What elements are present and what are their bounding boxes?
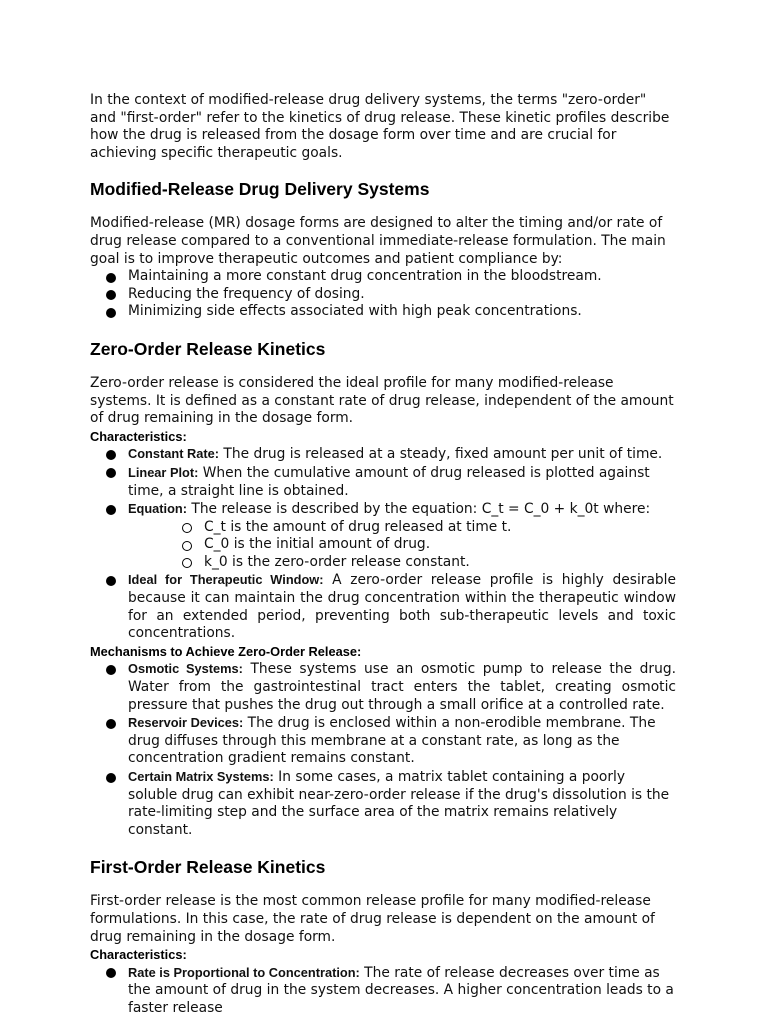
term-text: The drug is enclosed within a non-erodible membrane. The drug diffuses through this membrane at a constant rate, as long as the concentration gradient remains constant. bbox=[128, 715, 656, 767]
term-label: Linear Plot: bbox=[128, 464, 199, 480]
list-item bbox=[90, 714, 676, 768]
term-text: The release is described by the equation: C_t = C_0 + k_0t where: bbox=[187, 501, 651, 518]
zero-characteristics-list bbox=[90, 445, 676, 643]
list-item bbox=[90, 464, 676, 500]
document-page bbox=[90, 92, 676, 1018]
zero-characteristics-label: Characteristics: bbox=[90, 428, 187, 444]
term-text: In some cases, a matrix tablet containing a poorly soluble drug can exhibit near-zero-order release if the drug's dissolution is the rate-limiting step and the surface area of the matrix remains relatively constant. bbox=[128, 769, 670, 838]
term-label: Constant Rate: bbox=[128, 446, 220, 462]
term-label: Osmotic Systems: bbox=[128, 661, 243, 677]
term-label: Rate is Proportional to Concentration: bbox=[128, 964, 360, 980]
intro-paragraph: In the context of modified-release drug delivery systems, the terms "zero-order" and "first-order" refer to the kinetics of drug release. These kinetic profiles describe how the drug is released from the dosage form over time and are crucial for achieving specific therapeutic goals. bbox=[90, 92, 670, 161]
term-label: Ideal for Therapeutic Window: bbox=[128, 572, 324, 588]
term-label: Certain Matrix Systems: bbox=[128, 769, 274, 784]
mr-heading: Modified-Release Drug Delivery Systems bbox=[90, 179, 430, 200]
term-label: Reservoir Devices: bbox=[128, 715, 244, 731]
list-item: Reducing the frequency of dosing. bbox=[90, 286, 676, 304]
sub-list-item: C_0 is the initial amount of drug. bbox=[128, 536, 676, 554]
first-characteristics-list bbox=[90, 964, 676, 1018]
first-characteristics-label: Characteristics: bbox=[90, 947, 187, 963]
first-order-heading: First-Order Release Kinetics bbox=[90, 857, 326, 878]
list-item bbox=[90, 768, 676, 839]
list-item: Maintaining a more constant drug concentration in the bloodstream. bbox=[90, 268, 676, 286]
list-item bbox=[90, 500, 676, 571]
list-item bbox=[90, 660, 676, 714]
zero-order-paragraph: Zero-order release is considered the ideal profile for many modified-release systems. It is defined as a constant rate of drug release, independent of the amount of drug remaining in the dosage form. bbox=[90, 374, 674, 427]
sub-list-item: C_t is the amount of drug released at time t. bbox=[128, 519, 676, 537]
mechanisms-label: Mechanisms to Achieve Zero-Order Release: bbox=[90, 643, 362, 659]
term-label: Equation: bbox=[128, 501, 187, 517]
term-text: A zero-order release profile is highly desirable because it can maintain the drug concentration within the therapeutic window for an extended period, preventing both sub-therapeutic levels and toxic concentrations. bbox=[128, 572, 676, 642]
term-text: The drug is released at a steady, fixed amount per unit of time. bbox=[219, 446, 663, 463]
mechanisms-list bbox=[90, 660, 676, 839]
term-text: The rate of release decreases over time as the amount of drug in the system decreases. A higher concentration leads to a faster release bbox=[128, 964, 674, 1016]
list-item bbox=[90, 445, 676, 464]
sub-list-item: k_0 is the zero-order release constant. bbox=[128, 554, 676, 572]
zero-order-heading: Zero-Order Release Kinetics bbox=[90, 338, 326, 359]
term-text: When the cumulative amount of drug released is plotted against time, a straight line is obtained. bbox=[128, 464, 650, 499]
list-item bbox=[90, 964, 676, 1018]
first-order-paragraph: First-order release is the most common release profile for many modified-release formulations. In this case, the rate of drug release is dependent on the amount of drug remaining in the dosage form. bbox=[90, 893, 655, 945]
equation-sublist bbox=[128, 519, 676, 572]
term-text: These systems use an osmotic pump to release the drug. Water from the gastrointestinal tract enters the tablet, creating osmotic pressure that pushes the drug out through a small orifice at a controlled rate. bbox=[128, 661, 676, 713]
list-item bbox=[90, 571, 676, 642]
list-item: Minimizing side effects associated with high peak concentrations. bbox=[90, 303, 676, 321]
mr-paragraph: Modified-release (MR) dosage forms are designed to alter the timing and/or rate of drug release compared to a conventional immediate-release formulation. The main goal is to improve therapeutic outcomes and patient compliance by: bbox=[90, 215, 666, 267]
mr-bullet-list bbox=[90, 268, 676, 321]
